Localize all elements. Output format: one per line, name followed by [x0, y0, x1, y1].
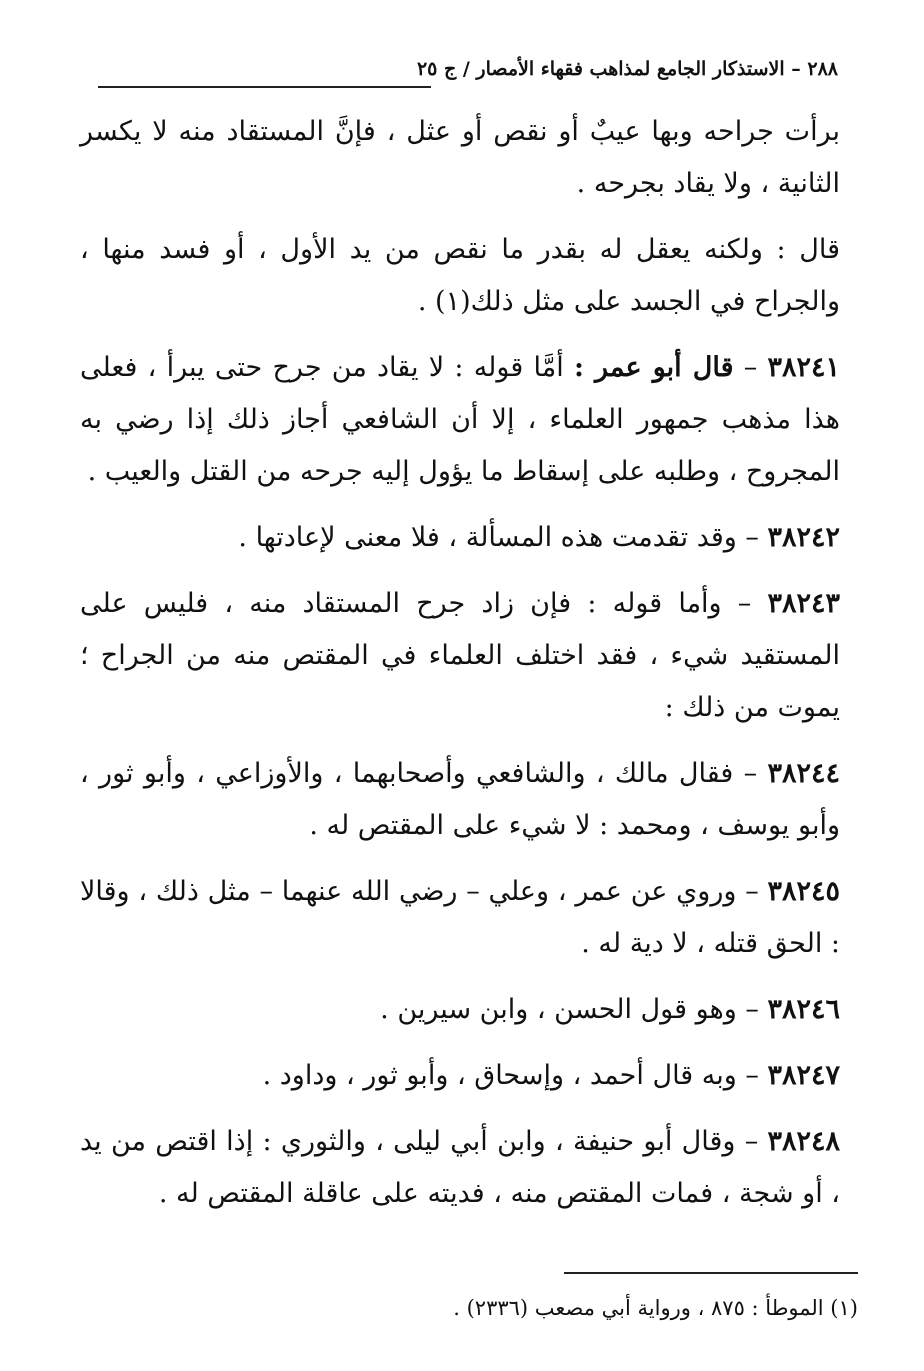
paragraph-text: وأما قوله : فإن زاد جرح المستقاد منه ، فليس على المستقيد شيء ، فقد اختلف العلماء في المقتص منه من الجراح ؛ يموت من ذلك :	[80, 588, 840, 723]
paragraph-number: ٣٨٢٤٦	[767, 994, 840, 1025]
paragraph-text: وقال أبو حنيفة ، وابن أبي ليلى ، والثوري : إذا اقتص من يد ، أو شجة ، فمات المقتص منه ، فديته على عاقلة المقتص له .	[80, 1126, 840, 1209]
speaker-label: قال أبو عمر :	[573, 352, 734, 383]
numbered-paragraph: ٣٨٢٤١ – قال أبو عمر : أمَّا قوله : لا يقاد من جرح حتى يبرأ ، فعلى هذا مذهب جمهور العلماء ، إلا أن الشافعي أجاز ذلك إذا رضي به المجروح ، وطلبه على إسقاط ما يؤول إليه جرحه من القتل والعيب .	[80, 352, 841, 487]
numbered-paragraph: ٣٨٢٤٤ – فقال مالك ، والشافعي وأصحابهما ، والأوزاعي ، وأبو ثور ، وأبو يوسف ، ومحمد : لا شيء على المقتص له .	[80, 758, 840, 841]
numbered-paragraph: ٣٨٢٤٣ – وأما قوله : فإن زاد جرح المستقاد منه ، فليس على المستقيد شيء ، فقد اختلف العلماء في المقتص منه من الجراح ؛ يموت من ذلك :	[80, 588, 840, 723]
numbered-paragraph: ٣٨٢٤٥ – وروي عن عمر ، وعلي – رضي الله عنهما – مثل ذلك ، وقالا : الحق قتله ، لا دية له .	[80, 876, 841, 959]
body-text	[80, 106, 840, 1234]
numbered-paragraph: ٣٨٢٤٧ – وبه قال أحمد ، وإسحاق ، وأبو ثور ، وداود .	[262, 1060, 840, 1091]
paragraph-number: ٣٨٢٤٨	[767, 1126, 841, 1157]
paragraph-number: ٣٨٢٤٣	[767, 588, 840, 619]
paragraph-number: ٣٨٢٤١	[767, 352, 841, 383]
paragraph-text: فقال مالك ، والشافعي وأصحابهما ، والأوزاعي ، وأبو ثور ، وأبو يوسف ، ومحمد : لا شيء على المقتص له .	[80, 758, 840, 841]
header-rule	[98, 86, 431, 88]
paragraph-text: وروي عن عمر ، وعلي – رضي الله عنهما – مثل ذلك ، وقالا : الحق قتله ، لا دية له .	[80, 876, 840, 959]
numbered-paragraph: ٣٨٢٤٢ – وقد تقدمت هذه المسألة ، فلا معنى لإعادتها .	[238, 522, 840, 553]
paragraph-number: ٣٨٢٤٥	[767, 876, 841, 907]
paragraph-text: وهو قول الحسن ، وابن سيرين .	[380, 994, 737, 1025]
paragraph	[80, 224, 840, 328]
paragraph-text: وبه قال أحمد ، وإسحاق ، وأبو ثور ، وداود .	[262, 1060, 737, 1091]
paragraph-text: وقد تقدمت هذه المسألة ، فلا معنى لإعادتها .	[238, 522, 737, 553]
footnote: (١) الموطأ : ٨٧٥ ، ورواية أبي مصعب (٢٣٣٦) .	[453, 1296, 858, 1320]
numbered-paragraph: ٣٨٢٤٦ – وهو قول الحسن ، وابن سيرين .	[380, 994, 840, 1025]
footnote-rule	[564, 1272, 858, 1274]
paragraph	[80, 106, 840, 210]
paragraph-text: قال : ولكنه يعقل له بقدر ما نقص من يد الأول ، أو فسد منها ، والجراح في الجسد على مثل ذلك(١) .	[80, 234, 840, 317]
paragraph-number: ٣٨٢٤٧	[767, 1060, 840, 1091]
numbered-paragraph: ٣٨٢٤٨ – وقال أبو حنيفة ، وابن أبي ليلى ، والثوري : إذا اقتص من يد ، أو شجة ، فمات المقتص منه ، فديته على عاقلة المقتص له .	[80, 1126, 841, 1209]
running-head: ٢٨٨ – الاستذكار الجامع لمذاهب فقهاء الأمصار / ج ٢٥	[416, 58, 838, 80]
paragraph-text: أمَّا قوله : لا يقاد من جرح حتى يبرأ ، فعلى هذا مذهب جمهور العلماء ، إلا أن الشافعي أجاز ذلك إذا رضي به المجروح ، وطلبه على إسقاط ما يؤول إليه جرحه من القتل والعيب .	[80, 352, 840, 487]
paragraph-number: ٣٨٢٤٤	[767, 758, 840, 789]
paragraph-number: ٣٨٢٤٢	[767, 522, 840, 553]
paragraph-text: برأت جراحه وبها عيبٌ أو نقص أو عثل ، فإنَّ المستقاد منه لا يكسر الثانية ، ولا يقاد بجرحه .	[80, 116, 840, 199]
